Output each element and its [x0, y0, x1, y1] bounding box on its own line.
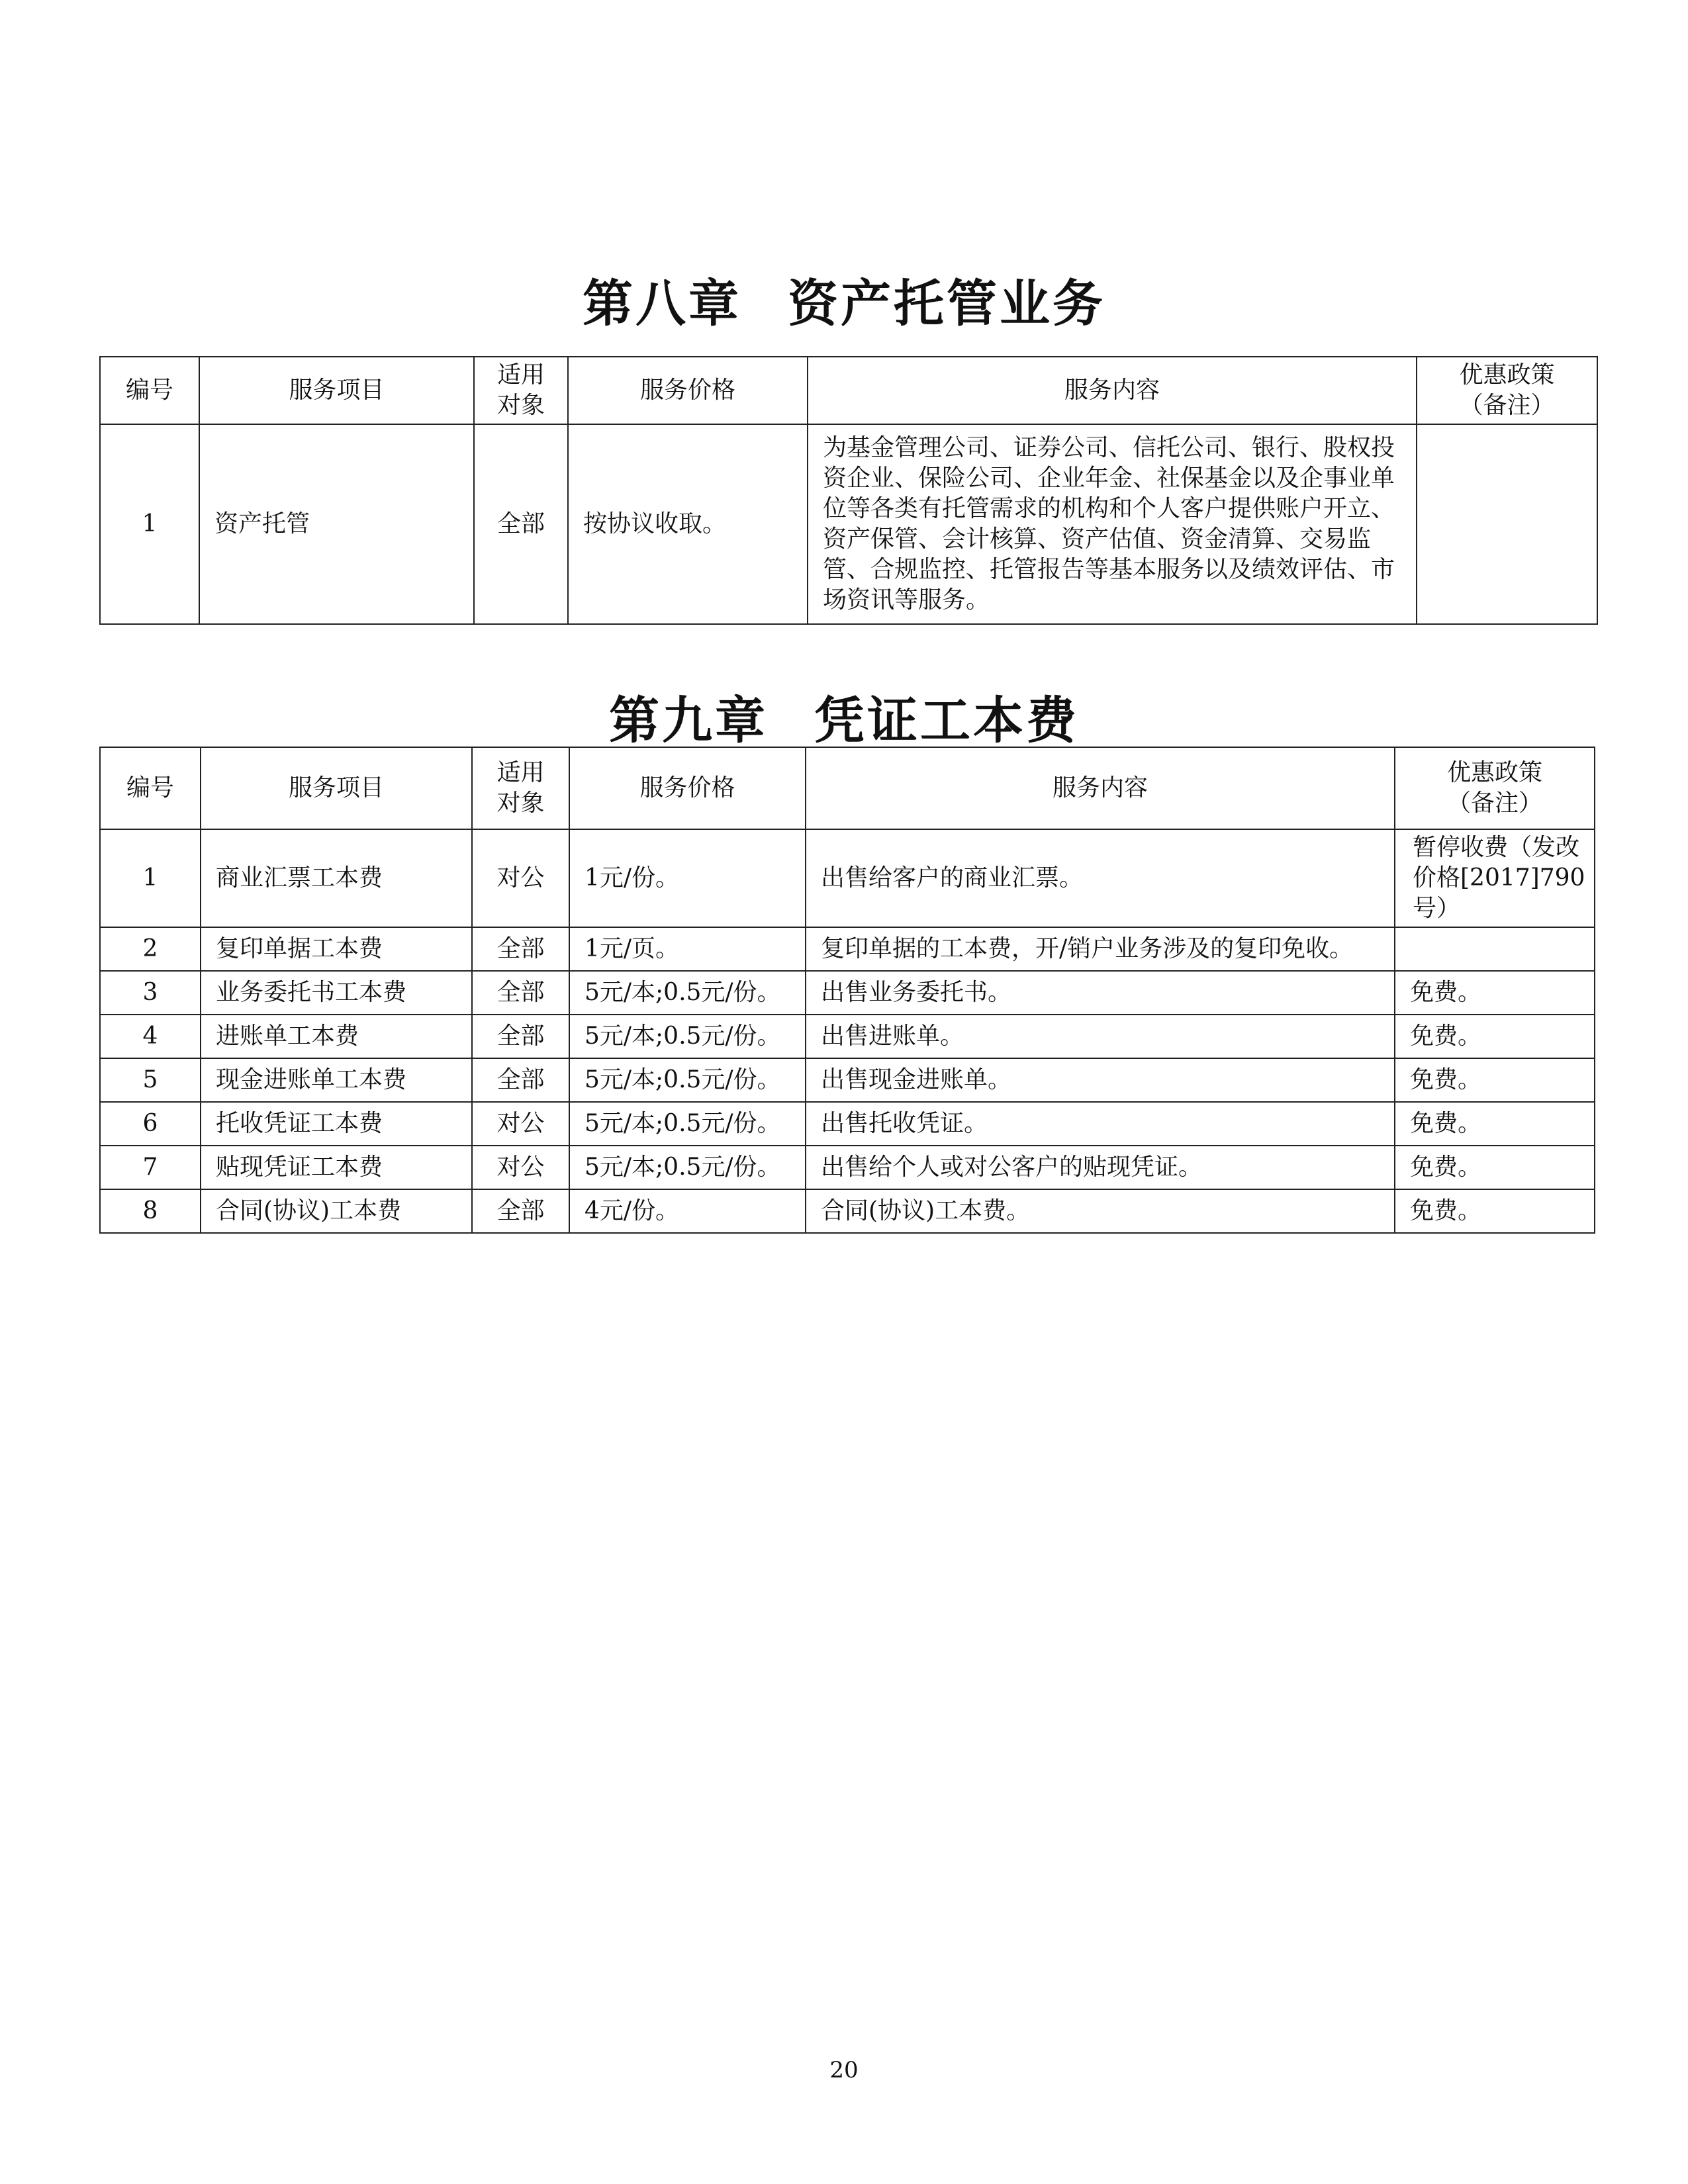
cell-policy [1395, 927, 1595, 971]
cell-price: 5元/本;0.5元/份。 [569, 971, 806, 1015]
cell-no: 7 [100, 1146, 201, 1189]
chapter-8-number: 第八章 [583, 274, 741, 333]
cell-content: 出售现金进账单。 [806, 1058, 1395, 1102]
cell-content: 出售给个人或对公客户的贴现凭证。 [806, 1146, 1395, 1189]
header-policy [1417, 357, 1597, 424]
header-target-line1: 适用 [496, 361, 545, 388]
table-row [100, 1146, 1595, 1189]
chapter-8-name: 资产托管业务 [788, 274, 1105, 333]
cell-policy: 免费。 [1395, 1102, 1595, 1146]
cell-item: 商业汇票工本费 [201, 829, 472, 927]
table-row [100, 927, 1595, 971]
header-no: 编号 [100, 747, 201, 829]
cell-no: 8 [100, 1189, 201, 1233]
table-header-row [100, 357, 1597, 424]
table-row [100, 829, 1595, 927]
cell-policy: 暂停收费（发改价格[2017]790号） [1395, 829, 1595, 927]
header-target [472, 747, 569, 829]
table-row [100, 424, 1597, 624]
cell-content: 出售业务委托书。 [806, 971, 1395, 1015]
cell-content: 出售进账单。 [806, 1015, 1395, 1058]
cell-no: 2 [100, 927, 201, 971]
cell-no: 6 [100, 1102, 201, 1146]
header-item: 服务项目 [199, 357, 474, 424]
asset-custody-fee-table [99, 356, 1598, 625]
cell-item: 贴现凭证工本费 [201, 1146, 472, 1189]
cell-item: 进账单工本费 [201, 1015, 472, 1058]
cell-item: 业务委托书工本费 [201, 971, 472, 1015]
cell-target: 对公 [472, 1146, 569, 1189]
table-header-row [100, 747, 1595, 829]
cell-no: 1 [100, 829, 201, 927]
cell-content: 出售给客户的商业汇票。 [806, 829, 1395, 927]
cell-content: 为基金管理公司、证券公司、信托公司、银行、股权投资企业、保险公司、企业年金、社保基金以及企事业单位等各类有托管需求的机构和个人客户提供账户开立、资产保管、会计核算、资产估值、资金清算、交易监管、合规监控、托管报告等基本服务以及绩效评估、市场资讯等服务。 [808, 424, 1417, 624]
cell-target: 全部 [474, 424, 568, 624]
cell-price: 5元/本;0.5元/份。 [569, 1102, 806, 1146]
cell-item: 合同(协议)工本费 [201, 1189, 472, 1233]
header-price: 服务价格 [569, 747, 806, 829]
cell-price: 1元/页。 [569, 927, 806, 971]
header-policy-line2: （备注） [1459, 392, 1555, 419]
cell-no: 1 [100, 424, 199, 624]
header-item: 服务项目 [201, 747, 472, 829]
cell-price: 按协议收取。 [568, 424, 808, 624]
cell-target: 全部 [472, 1058, 569, 1102]
cell-no: 4 [100, 1015, 201, 1058]
cell-item: 资产托管 [199, 424, 474, 624]
header-target-line1: 适用 [496, 759, 545, 786]
table-row [100, 1189, 1595, 1233]
header-target-line2: 对象 [496, 790, 545, 817]
cell-policy: 免费。 [1395, 1189, 1595, 1233]
cell-no: 3 [100, 971, 201, 1015]
cell-content: 复印单据的工本费，开/销户业务涉及的复印免收。 [806, 927, 1395, 971]
cell-target: 全部 [472, 1189, 569, 1233]
chapter-9-title [0, 680, 1688, 752]
cell-target: 全部 [472, 1015, 569, 1058]
cell-item: 复印单据工本费 [201, 927, 472, 971]
cell-price: 5元/本;0.5元/份。 [569, 1015, 806, 1058]
header-policy-line1: 优惠政策 [1459, 361, 1555, 388]
cell-content: 合同(协议)工本费。 [806, 1189, 1395, 1233]
cell-target: 对公 [472, 1102, 569, 1146]
cell-price: 5元/本;0.5元/份。 [569, 1058, 806, 1102]
cell-policy [1417, 424, 1597, 624]
header-policy-line2: （备注） [1446, 790, 1542, 817]
cell-target: 对公 [472, 829, 569, 927]
chapter-9-name: 凭证工本费 [814, 691, 1079, 750]
header-policy [1395, 747, 1595, 829]
cell-price: 4元/份。 [569, 1189, 806, 1233]
header-content: 服务内容 [808, 357, 1417, 424]
table-row [100, 1058, 1595, 1102]
page-number: 20 [829, 2057, 859, 2083]
header-no: 编号 [100, 357, 199, 424]
cell-item: 托收凭证工本费 [201, 1102, 472, 1146]
cell-no: 5 [100, 1058, 201, 1102]
cell-item: 现金进账单工本费 [201, 1058, 472, 1102]
cell-price: 5元/本;0.5元/份。 [569, 1146, 806, 1189]
voucher-fee-table [99, 747, 1595, 1234]
cell-policy: 免费。 [1395, 1015, 1595, 1058]
header-target-line2: 对象 [496, 392, 545, 419]
header-price: 服务价格 [568, 357, 808, 424]
cell-target: 全部 [472, 927, 569, 971]
cell-policy: 免费。 [1395, 971, 1595, 1015]
cell-policy: 免费。 [1395, 1146, 1595, 1189]
table-row [100, 1015, 1595, 1058]
cell-target: 全部 [472, 971, 569, 1015]
table-row [100, 971, 1595, 1015]
table-row [100, 1102, 1595, 1146]
header-policy-line1: 优惠政策 [1446, 759, 1542, 786]
chapter-9-number: 第九章 [609, 691, 768, 750]
cell-policy: 免费。 [1395, 1058, 1595, 1102]
cell-content: 出售托收凭证。 [806, 1102, 1395, 1146]
header-content: 服务内容 [806, 747, 1395, 829]
cell-price: 1元/份。 [569, 829, 806, 927]
chapter-8-title [0, 263, 1688, 336]
header-target [474, 357, 568, 424]
